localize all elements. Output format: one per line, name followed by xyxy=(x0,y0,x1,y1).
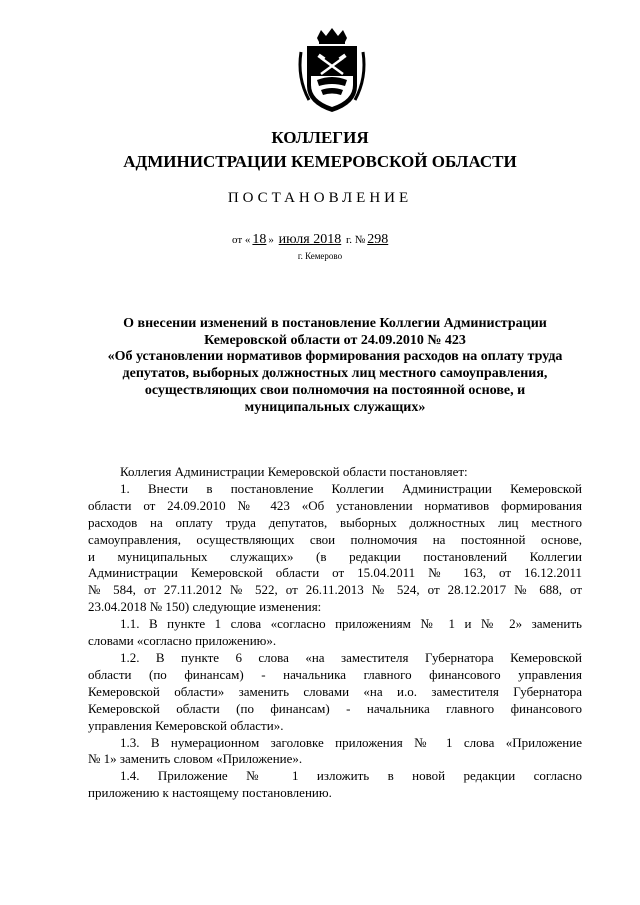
date-mid: » xyxy=(268,234,274,246)
number-label: № xyxy=(354,234,366,246)
date-prefix: от « xyxy=(232,234,251,246)
org-title-line1: КОЛЛЕГИЯ xyxy=(271,128,369,147)
intro-paragraph: Коллегия Администрации Кемеровской области постановляет: xyxy=(120,464,468,479)
text-line: области (по финансам) - начальника главного финансового управления xyxy=(88,666,582,682)
text-line: самоуправления, осуществляющих свои полномочия на постоянной основе, xyxy=(88,531,582,547)
text-line: приложению к настоящему постановлению. xyxy=(88,785,332,801)
title-line: «Об установлении нормативов формирования расходов на оплату труда xyxy=(107,349,563,365)
text-line: 1.3. В нумерационном заголовке приложения № 1 слова «Приложение xyxy=(120,734,582,750)
text-line: Кемеровской области (по финансам) - начальника главного финансового xyxy=(88,700,582,716)
title-line: муниципальных служащих» xyxy=(244,399,426,415)
city-name: г. Кемерово xyxy=(297,251,343,261)
paragraph-1 xyxy=(88,481,582,616)
title-line: депутатов, выборных должностных лиц местного самоуправления, xyxy=(122,366,548,382)
title-line: осуществляющих свои полномочия на постоянной основе, и xyxy=(144,382,526,398)
paragraph-1-1 xyxy=(88,616,582,650)
date-month-year: июля 2018 xyxy=(278,232,342,247)
date-day: 18 xyxy=(252,232,267,247)
paragraph-1-2 xyxy=(88,650,582,735)
text-line: 23.04.2018 № 150) следующие изменения: xyxy=(88,599,322,615)
text-line: № 584, от 27.11.2012 № 522, от 26.11.2013 № 524, от 28.12.2017 № 688, от xyxy=(88,582,582,598)
text-line: области от 24.09.2010 № 423 «Об установлении нормативов формирования xyxy=(88,497,582,513)
text-line: расходов на оплату труда депутатов, выборных должностных лиц местного xyxy=(88,514,582,530)
text-line: 1. Внести в постановление Коллегии Администрации Кемеровской xyxy=(120,480,582,496)
text-line: 1.2. В пункте 6 слова «на заместителя Губернатора Кемеровской xyxy=(120,649,582,665)
text-line: управления Кемеровской области». xyxy=(88,717,284,733)
document-title xyxy=(88,316,582,416)
date-year-suffix: г. xyxy=(345,234,352,246)
document-body xyxy=(88,464,582,802)
text-line: 1.1. В пункте 1 слова «согласно приложениям № 1 и № 2» заменить xyxy=(120,616,582,632)
title-line: О внесении изменений в постановление Коллегии Администрации xyxy=(123,316,547,331)
coat-of-arms-icon xyxy=(295,28,369,114)
paragraph-1-3 xyxy=(88,735,582,769)
title-line: Кемеровской области от 24.09.2010 № 423 xyxy=(204,332,466,348)
text-line: 1.4. Приложение № 1 изложить в новой редакции согласно xyxy=(120,768,582,784)
document-number: 298 xyxy=(367,232,389,247)
text-line: словами «согласно приложению». xyxy=(88,633,277,649)
date-number-line xyxy=(232,232,390,248)
paragraph-1-4 xyxy=(88,768,582,802)
org-title-line2: АДМИНИСТРАЦИИ КЕМЕРОВСКОЙ ОБЛАСТИ xyxy=(123,152,517,171)
text-line: Администрации Кемеровской области от 15.04.2011 № 163, от 16.12.2011 xyxy=(88,565,582,581)
text-line: Кемеровской области» заменить словами «на и.о. заместителя Губернатора xyxy=(88,683,582,699)
text-line: № 1» заменить словом «Приложение». xyxy=(88,751,303,767)
text-line: и муниципальных служащих» (в редакции постановлений Коллегии xyxy=(88,548,582,564)
document-type: ПОСТАНОВЛЕНИЕ xyxy=(227,190,413,206)
